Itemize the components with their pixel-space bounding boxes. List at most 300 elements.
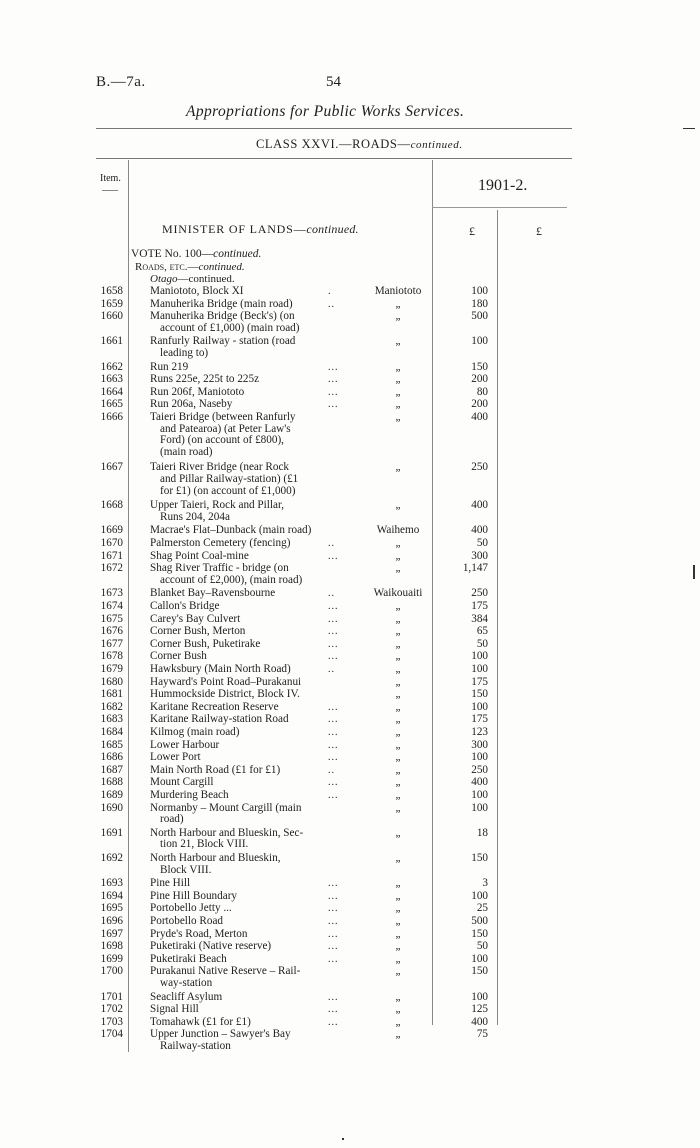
item-description [150,740,348,752]
item-number: 1665 [100,398,123,411]
item-description [150,538,348,550]
amount: 150 [471,965,488,978]
electoral-district: „ [395,335,401,348]
electoral-district: „ [395,1028,401,1041]
item-description [150,954,348,966]
amount: 250 [471,461,488,474]
electoral-district: „ [395,990,401,1003]
item-description [150,878,348,890]
item-description [150,525,348,537]
description-line: Hawksbury (Main North Road) [150,663,291,675]
leader-dots: ... [328,727,339,738]
item-number: 1693 [100,877,123,890]
electoral-district: „ [395,801,401,814]
item-number: 1698 [100,940,123,953]
item-column-rule [128,160,129,1052]
item-description [150,651,348,663]
description-line: Carey's Bay Culvert [150,612,241,625]
amount: 400 [471,411,488,423]
document-reference: B.—7a. [96,74,146,90]
description-line: Upper Junction – Sawyer's Bay [150,1028,291,1041]
item-column-header: Item. [100,173,121,184]
amount: 125 [471,1003,488,1016]
electoral-district: Maniototo [374,285,422,297]
electoral-district: „ [395,461,401,474]
item-description [150,664,348,676]
item-number: 1687 [100,763,123,776]
electoral-district: „ [395,713,401,726]
leader-dots: ... [328,399,339,411]
item-description [150,299,348,311]
item-number: 1666 [100,411,123,423]
roads-subheading-main: Roads, etc.— [135,261,199,273]
item-number: 1697 [100,927,123,940]
electoral-district: „ [395,877,401,890]
leader-dots: .. [328,764,335,776]
item-number: 1658 [100,285,123,297]
item-number: 1677 [100,637,123,650]
electoral-district: „ [395,675,401,688]
electoral-district: „ [395,310,401,323]
item-number: 1661 [100,335,123,348]
leader-dots: .. [328,588,335,600]
electoral-district: „ [395,688,401,701]
amount: 175 [471,675,488,688]
item-description [150,563,348,586]
description-line: Blanket Bay–Ravensbourne [150,587,276,600]
item-description [150,677,348,689]
electoral-district: „ [395,612,401,625]
page-title: Appropriations for Public Works Services. [186,103,465,120]
item-number: 1671 [100,549,123,562]
item-description [150,853,348,876]
vote-heading [131,248,261,260]
item-number: 1673 [100,587,123,600]
item-number: 1690 [100,801,123,814]
leader-dots: .. [328,664,335,675]
amount: 123 [471,726,488,738]
amount: 400 [471,776,488,789]
description-line: Taieri Bridge (between Ranfurly [150,411,296,423]
item-description [150,374,348,386]
electoral-district: „ [395,650,401,663]
item-description [150,765,348,777]
amount: 150 [471,360,488,373]
item-description [150,551,348,563]
item-number: 1692 [100,852,123,864]
electoral-district: „ [395,915,401,927]
item-number: 1670 [100,537,123,549]
amount: 500 [471,310,488,323]
item-description [150,336,348,359]
description-line: Manuherika Bridge (Beck's) (on [150,310,295,323]
item-description [150,929,348,941]
item-description [150,601,348,613]
description-line: Purakanui Native Reserve – Rail- [150,965,301,978]
electoral-district: „ [395,1003,401,1016]
leader-dots: ... [328,991,339,1003]
description-line: Shag Point Coal-mine [150,549,249,562]
item-description [150,828,348,851]
description-line: Mount Cargill [150,776,214,789]
description-line: Hayward's Point Road–Purakanui [150,675,302,688]
description-line: Tomahawk (£1 for £1) [150,1015,251,1028]
description-line: Corner Bush [150,650,207,663]
leader-dots: ... [328,777,339,789]
electoral-district: „ [395,360,401,373]
amount: 100 [471,751,488,764]
amount: 100 [471,801,488,814]
item-description [150,941,348,953]
description-line: and Pillar Railway-station) (£1 [160,472,299,485]
amount: 384 [471,612,488,625]
description-line: (main road) [160,445,213,458]
item-number: 1704 [100,1028,123,1041]
leader-dots: ... [328,941,339,953]
description-line: Block VIII. [160,863,212,876]
roads-subheading-suffix: continued. [198,261,245,273]
description-line: Puketiraki Beach [150,952,227,965]
item-number: 1676 [100,625,123,638]
description-line: Portobello Road [150,915,224,927]
roads-subheading [135,261,245,273]
description-line: and Patearoa) (at Peter Law's [160,422,291,435]
item-number: 1682 [100,700,123,713]
item-number: 1667 [100,461,123,474]
description-line: Lower Harbour [150,738,220,751]
item-description [150,903,348,915]
section-heading-suffix: continued. [306,222,359,236]
description-line: Lower Port [150,751,201,764]
amount: 400 [471,499,488,512]
description-line: Karitane Recreation Reserve [150,700,279,713]
vote-heading-suffix: continued. [213,248,262,260]
item-description [150,916,348,928]
electoral-district: „ [395,537,401,549]
vote-heading-main: VOTE No. 100— [131,248,214,260]
item-number: 1662 [100,360,123,373]
page-number: 54 [326,74,341,90]
leader-dots: ... [328,953,339,965]
electoral-district: „ [395,965,401,978]
leader-dots: ... [328,1004,339,1016]
electoral-district: „ [395,700,401,713]
description-line: way-station [160,976,213,989]
item-number: 1675 [100,612,123,625]
electoral-district: „ [395,549,401,562]
description-line: Run 206f, Maniototo [150,385,245,398]
leader-dots: ... [328,903,339,915]
pound-column-header: £ [469,224,475,238]
item-description [150,966,348,989]
item-number: 1679 [100,663,123,675]
leader-dots: . [328,286,332,297]
leader-dots: ... [328,386,339,398]
description-line: Seacliff Asylum [150,990,223,1003]
description-line: Corner Bush, Merton [150,625,246,638]
item-number: 1680 [100,675,123,688]
amount: 150 [471,688,488,701]
amount: 175 [471,713,488,726]
item-number: 1668 [100,499,123,512]
otago-subheading-main: Otago [150,273,178,285]
leader-dots: ... [328,651,339,663]
item-description [150,462,348,497]
amount: 150 [471,927,488,940]
leader-dots: ... [328,1016,339,1028]
scan-mark [342,1138,344,1140]
leader-dots: ... [328,601,339,612]
leader-dots: ... [328,550,339,562]
item-description [150,714,348,726]
leader-dots: ... [328,752,339,764]
description-line: Maniototo, Block XI [150,285,244,297]
item-number: 1684 [100,726,123,738]
leader-dots: ... [328,374,339,386]
description-line: Karitane Railway-station Road [150,713,289,726]
table-top-rule [96,158,572,159]
description-line: Runs 225e, 225t to 225z [150,373,260,386]
description-line: Run 219 [150,360,189,373]
description-line: Murdering Beach [150,789,229,801]
amount: 300 [471,738,488,751]
scan-mark [683,128,695,129]
amount: 1,147 [462,562,488,575]
electoral-district: „ [395,297,401,310]
description-line: Run 206a, Naseby [150,398,233,411]
electoral-district: „ [395,952,401,965]
electoral-district: „ [395,385,401,398]
electoral-district: „ [395,776,401,789]
item-number: 1685 [100,738,123,751]
item-number: 1663 [100,373,123,386]
description-line: Pine Hill Boundary [150,889,238,902]
leader-dots: ... [328,916,339,927]
electoral-district: „ [395,373,401,386]
class-title-suffix: continued. [410,139,463,151]
description-line: Callon's Bridge [150,600,220,612]
amount: 100 [471,285,488,297]
item-number: 1674 [100,600,123,612]
item-description [150,1029,348,1052]
item-number: 1659 [100,297,123,310]
electoral-district: „ [395,763,401,776]
description-line: Taieri River Bridge (near Rock [150,461,290,474]
year-column-right-rule [497,210,498,1025]
description-line: Ranfurly Railway - station (road [150,335,296,348]
electoral-district: „ [395,637,401,650]
description-line: leading to) [160,346,209,359]
leader-dots: ... [328,890,339,902]
amount: 250 [471,763,488,776]
item-description [150,727,348,739]
amount: 180 [471,297,488,310]
item-number: 1700 [100,965,123,978]
amount: 50 [476,940,488,953]
item-number: 1694 [100,889,123,902]
amount: 25 [476,902,488,915]
amount: 65 [476,625,488,638]
item-description [150,614,348,626]
electoral-district: „ [395,789,401,801]
year-column-header: 1901-2. [478,177,528,194]
description-line: Manuherika Bridge (main road) [150,297,293,310]
item-description [150,891,348,903]
amount: 200 [471,398,488,411]
amount: 400 [471,1015,488,1028]
description-line: Railway-station [160,1039,231,1052]
item-number: 1672 [100,562,123,575]
electoral-district: „ [395,927,401,940]
item-number: 1702 [100,1003,123,1016]
amount: 100 [471,650,488,663]
description-line: Kilmog (main road) [150,726,240,738]
leader-dots: ... [328,714,339,726]
amount: 3 [482,877,488,890]
leader-dots: ... [328,613,339,625]
description-line: Upper Taieri, Rock and Pillar, [150,499,285,512]
amount: 200 [471,373,488,386]
leader-dots: ... [328,701,339,713]
description-line: Macrae's Flat–Dunback (main road) [150,524,312,537]
year-header-rule [432,207,567,208]
item-number: 1683 [100,713,123,726]
amount: 150 [471,852,488,864]
amount: 50 [476,637,488,650]
scan-mark [693,565,695,579]
electoral-district: Waihemo [376,524,420,537]
header-rule [96,128,572,129]
leader-dots: ... [328,626,339,638]
item-number: 1699 [100,952,123,965]
electoral-district: „ [395,902,401,915]
item-description [150,500,348,523]
item-description [150,992,348,1004]
electoral-district: „ [395,940,401,953]
description-line: Signal Hill [150,1003,199,1016]
electoral-district: „ [395,1015,401,1028]
item-description [150,790,348,802]
leader-dots: .. [328,538,335,549]
item-description [150,1004,348,1016]
otago-subheading [150,273,235,285]
description-line: Palmerston Cemetery (fencing) [150,537,291,549]
description-line: Normanby – Mount Cargill (main [150,801,302,814]
item-number: 1695 [100,902,123,915]
item-number: 1669 [100,524,123,537]
item-description [150,777,348,789]
description-line: Main North Road (£1 for £1) [150,763,281,776]
amount: 300 [471,549,488,562]
pound-total-column-header: £ [536,224,542,238]
item-description [150,803,348,826]
electoral-district: „ [395,663,401,675]
amount: 400 [471,524,488,537]
item-description [150,588,348,600]
item-description [150,286,348,298]
item-description [150,399,348,411]
description-line: account of £2,000), (main road) [160,573,303,586]
electoral-district: „ [395,600,401,612]
item-number: 1678 [100,650,123,663]
description-line: North Harbour and Blueskin, [150,852,281,864]
item-number: 1660 [100,310,123,323]
electoral-district: „ [395,398,401,411]
amount: 100 [471,990,488,1003]
item-number: 1691 [100,826,123,839]
description-line: Pine Hill [150,877,191,890]
item-number: 1696 [100,915,123,927]
item-description [150,639,348,651]
item-number: 1664 [100,385,123,398]
amount: 100 [471,700,488,713]
amount: 250 [471,587,488,600]
amount: 80 [476,385,488,398]
description-line: for £1) (on account of £1,000) [160,484,296,497]
electoral-district: „ [395,889,401,902]
electoral-district: „ [395,562,401,575]
electoral-district: „ [395,499,401,512]
electoral-district: „ [395,738,401,751]
item-number: 1686 [100,751,123,764]
electoral-district: „ [395,826,401,839]
item-description [150,412,348,458]
item-number: 1688 [100,776,123,789]
item-number: 1703 [100,1015,123,1028]
leader-dots: ... [328,739,339,751]
amount: 175 [471,600,488,612]
item-description [150,689,348,701]
electoral-district: „ [395,726,401,738]
section-heading-main: MINISTER OF LANDS— [162,222,307,236]
amount: 100 [471,335,488,348]
leader-dots: ... [328,790,339,801]
electoral-district: „ [395,751,401,764]
item-description [150,311,348,334]
item-header-dash [102,190,118,191]
leader-dots: ... [328,878,339,890]
item-number: 1681 [100,688,123,701]
class-title-main: CLASS XXVI.—ROADS— [256,137,411,151]
description-line: tion 21, Block VIII. [160,838,249,851]
amount: 75 [476,1028,488,1041]
description-line: Ford) (on account of £800), [160,434,284,447]
leader-dots: ... [328,361,339,373]
item-description [150,1017,348,1029]
item-description [150,362,348,374]
amount: 100 [471,889,488,902]
amount: 50 [476,537,488,549]
description-line: Corner Bush, Puketirake [150,637,261,650]
description-line: Runs 204, 204a [160,510,230,523]
item-description [150,752,348,764]
leader-dots: ... [328,638,339,650]
amount: 18 [476,826,488,839]
amount: 100 [471,663,488,675]
amount: 100 [471,789,488,801]
description-line: Pryde's Road, Merton [150,927,248,940]
amount: 100 [471,952,488,965]
electoral-district: „ [395,625,401,638]
description-line: road) [160,813,184,826]
leader-dots: ... [328,928,339,940]
section-heading [162,222,359,237]
description-line: Puketiraki (Native reserve) [150,940,272,953]
description-line: Shag River Traffic - bridge (on [150,562,289,575]
leader-dots: .. [328,298,335,310]
item-description [150,626,348,638]
item-number: 1701 [100,990,123,1003]
